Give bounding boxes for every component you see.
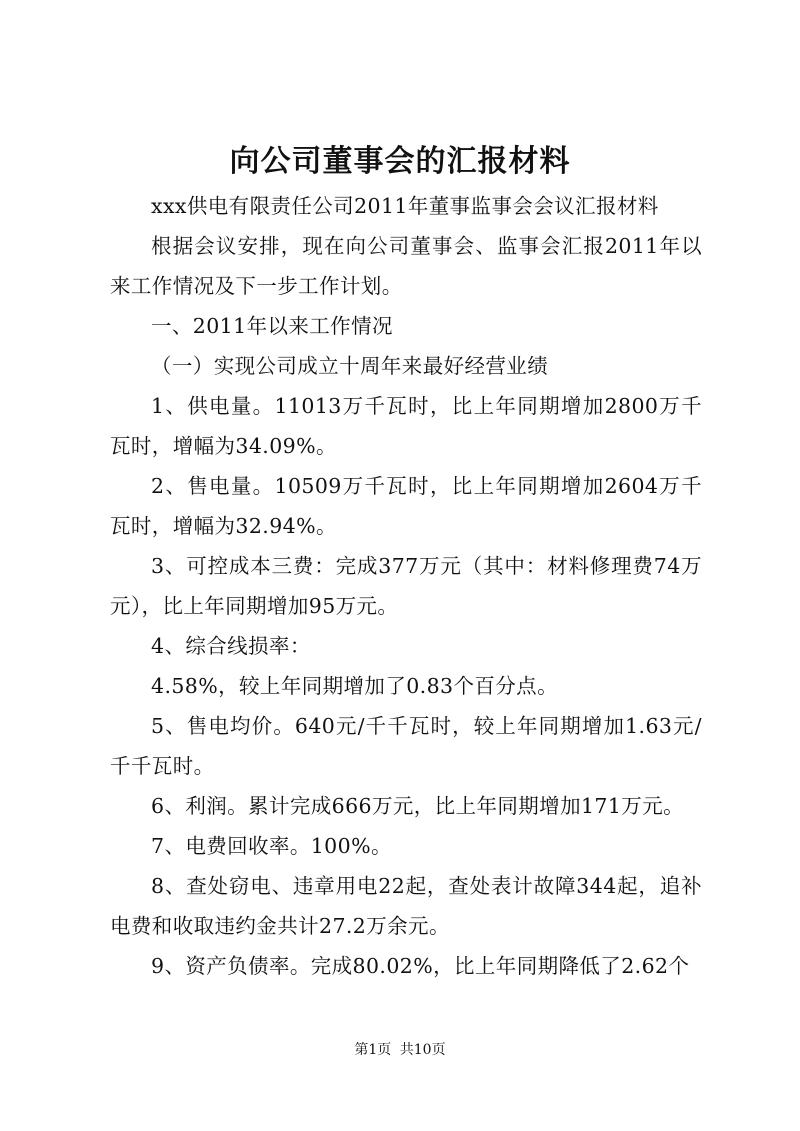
document-body [110, 186, 702, 986]
paragraph-item-1: 1、供电量。11013万千瓦时，比上年同期增加2800万千瓦时，增幅为34.09%。 [110, 394, 702, 458]
paragraph-item-4: 4、综合线损率： [151, 634, 311, 658]
paragraph-item-7: 7、电费回收率。100%。 [151, 834, 392, 858]
section-heading: 一、2011年以来工作情况 [151, 314, 393, 338]
paragraph-item-3: 3、可控成本三费：完成377万元（其中：材料修理费74万元），比上年同期增加95万元。 [110, 554, 702, 618]
page-total: 共10页 [399, 1042, 446, 1058]
subsection-heading: （一）实现公司成立十周年来最好经营业绩 [151, 354, 549, 378]
paragraph-item-9: 9、资产负债率。完成80.02%，比上年同期降低了2.62个 [151, 954, 690, 978]
document-title: 向公司董事会的汇报材料 [229, 144, 571, 179]
page-number: 第1页 [354, 1042, 392, 1058]
paragraph-item-8: 8、查处窃电、违章用电22起，查处表计故障344起，追补电费和收取违约金共计27.2万余元。 [110, 874, 702, 938]
paragraph-item-6: 6、利润。累计完成666万元，比上年同期增加171万元。 [151, 794, 684, 818]
paragraph-intro: 根据会议安排，现在向公司董事会、监事会汇报2011年以来工作情况及下一步工作计划。 [110, 234, 702, 298]
paragraph-item-5: 5、售电均价。640元/千千瓦时，较上年同期增加1.63元/千千瓦时。 [110, 714, 702, 778]
paragraph-item-4-value: 4.58%，较上年同期增加了0.83个百分点。 [151, 674, 558, 698]
paragraph-subtitle: xxx供电有限责任公司2011年董事监事会会议汇报材料 [151, 194, 659, 218]
paragraph-item-2: 2、售电量。10509万千瓦时，比上年同期增加2604万千瓦时，增幅为32.94%。 [110, 474, 702, 538]
page-footer [0, 1040, 800, 1060]
